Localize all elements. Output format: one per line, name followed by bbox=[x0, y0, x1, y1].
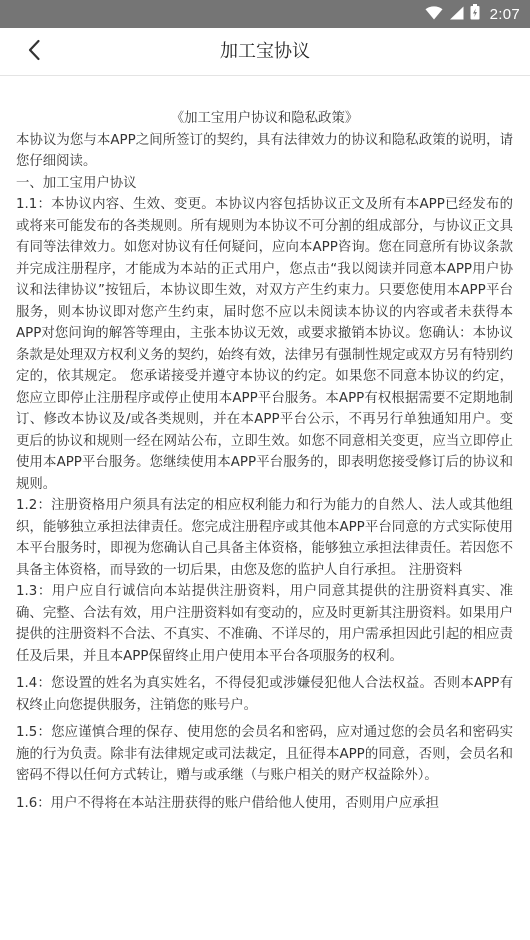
nav-bar bbox=[0, 28, 530, 76]
signal-icon bbox=[449, 5, 464, 24]
paragraph-1-4: 1.4：您设置的姓名为真实姓名，不得侵犯或涉嫌侵犯他人合法权益。否则本APP有权终止向您提供服务，注销您的账号户。 bbox=[16, 676, 513, 713]
paragraph-1-2: 1.2：注册资格用户须具有法定的相应权利能力和行为能力的自然人、法人或其他组织，能够独立承担法律责任。您完成注册程序或其他本APP平台同意的方式实际使用本平台服务时，即视为您确认自己具备主体资格，能够独立承担法律责任。若因您不具备主体资格，而导致的一切后果，由您及您的监护人自行承担。 注册资料 bbox=[16, 498, 513, 578]
status-time: 2:07 bbox=[489, 5, 520, 23]
paragraph-1-5: 1.5：您应谨慎合理的保存、使用您的会员名和密码，应对通过您的会员名和密码实施的行为负责。除非有法律规定或司法裁定，且征得本APP的同意，否则，会员名和密码不得以任何方式转让，赠与或承继（与账户相关的财产权益除外）。 bbox=[16, 725, 513, 783]
agreement-content bbox=[16, 108, 513, 814]
paragraph-1-1: 1.1：本协议内容、生效、变更。本协议内容包括协议正文及所有本APP已经发布的或将来可能发布的各类规则。所有规则为本协议不可分割的组成部分，与协议正文具有同等法律效力。如您对协议有任何疑问，应向本APP咨询。您在同意所有协议条款并完成注册程序，才能成为本站的正式用户，您点击“我以阅读并同意本APP用户协议和法律协议”按钮后，本协议即生效，对双方产生约束力。只要您使用本APP平台服务，则本协议即对您产生约束，届时您不应以未阅读本协议的内容或者未获得本APP对您问询的解答等理由，主张本协议无效，或要求撤销本协议。您确认：本协议条款是处理双方权利义务的契约，始终有效，法律另有强制性规定或双方另有特别约定的，依其规定。 您承诺接受并遵守本协议的约定。如果您不同意本协议的约定，您应立即停止注册程序或停止使用本APP平台服务。本APP有权根据需要不定期地制订、修改本协议及/或各类规则，并在本APP平台公示，不再另行单独通知用户。变更后的协议和规则一经在网站公布，立即生效。如您不同意相关变更，应当立即停止使用本APP平台服务。您继续使用本APP平台服务的，即表明您接受修订后的协议和规则。 bbox=[16, 197, 513, 492]
paragraph-1-3: 1.3：用户应自行诚信向本站提供注册资料，用户同意其提供的注册资料真实、准确、完整、合法有效，用户注册资料如有变动的，应及时更新其注册资料。如果用户提供的注册资料不合法、不真实、不准确、不详尽的，用户需承担因此引起的相应责任及后果，并且本APP保留终止用户使用本平台各项服务的权利。 bbox=[16, 584, 513, 664]
document-title: 《加工宝用户协议和隐私政策》 bbox=[170, 111, 359, 126]
wifi-icon bbox=[425, 5, 443, 24]
battery-icon bbox=[470, 4, 480, 24]
status-bar bbox=[0, 0, 530, 28]
page-title: 加工宝协议 bbox=[220, 41, 310, 62]
paragraph-intro: 本协议为您与本APP之间所签订的契约，具有法律效力的协议和隐私政策的说明，请您仔细阅读。 bbox=[16, 132, 513, 169]
section-heading: 一、加工宝用户协议 bbox=[16, 175, 137, 191]
paragraph-1-6: 1.6：用户不得将在本站注册获得的账户借给他人使用，否则用户应承担 bbox=[16, 795, 440, 811]
status-icons bbox=[425, 0, 520, 28]
